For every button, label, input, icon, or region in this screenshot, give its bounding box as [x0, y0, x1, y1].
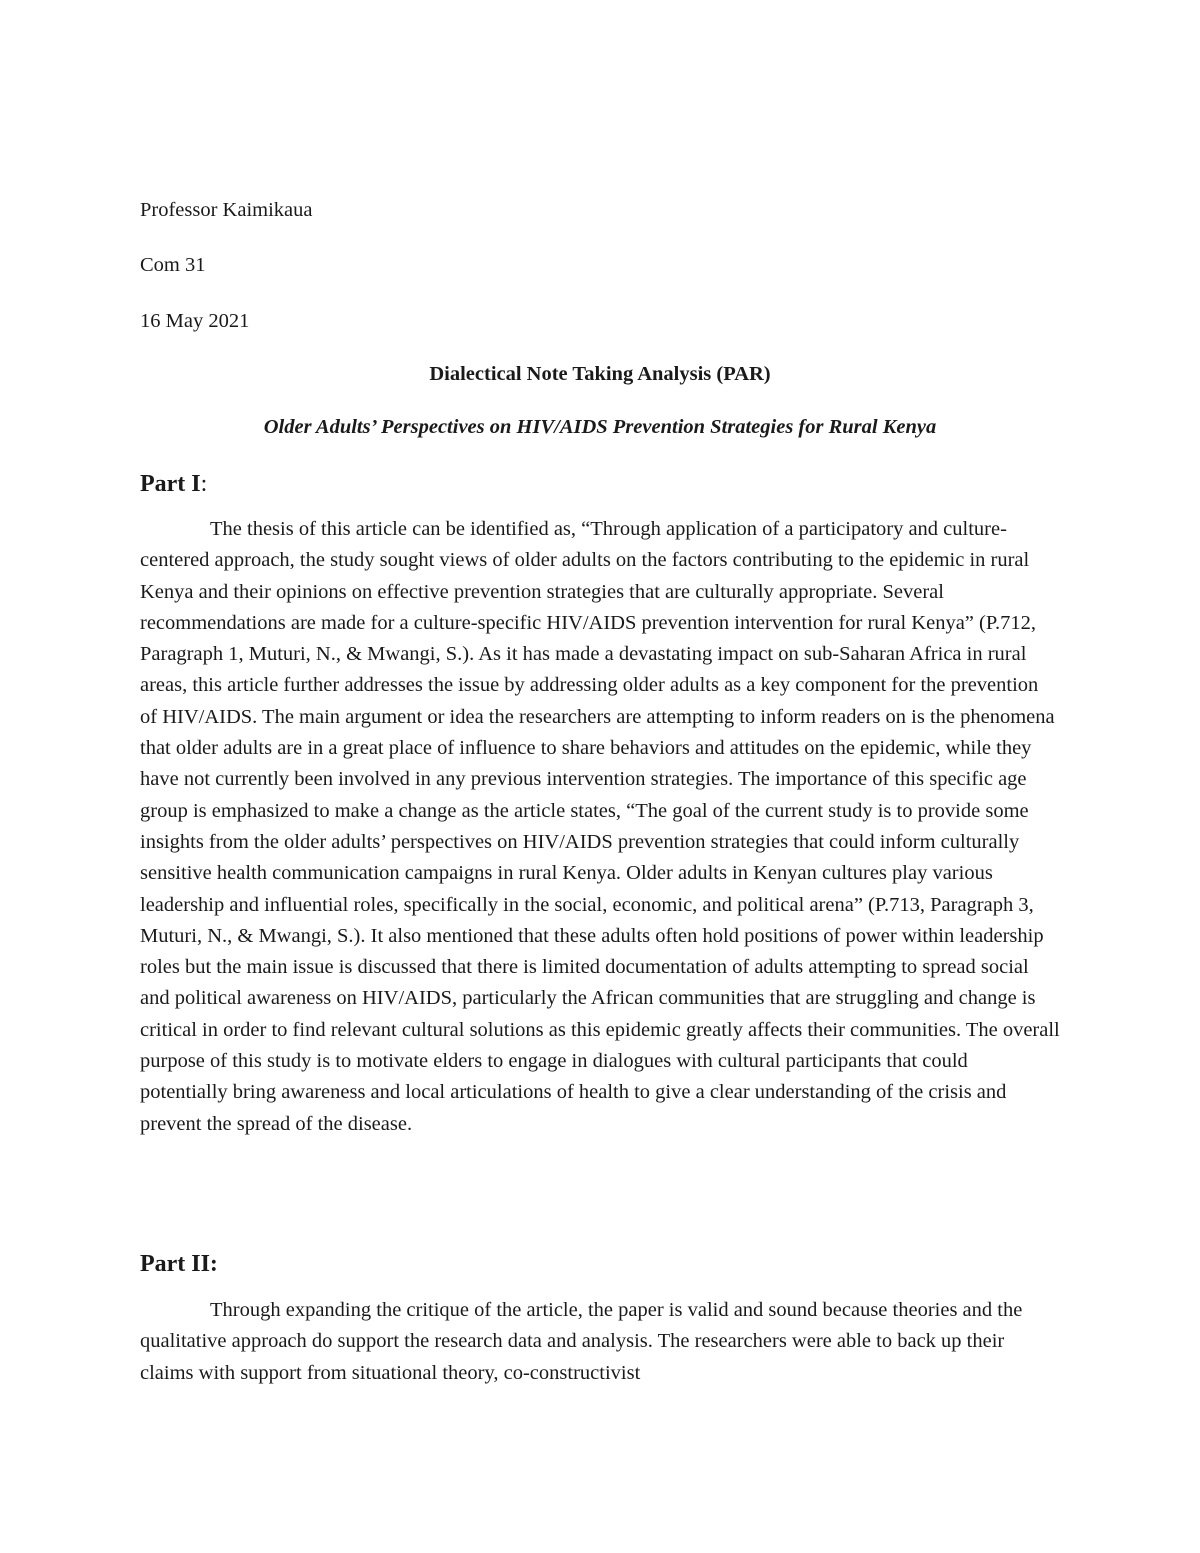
part-1-heading-colon: :	[200, 471, 208, 497]
document-title: Dialectical Note Taking Analysis (PAR)	[429, 363, 771, 385]
part-2-paragraph: Through expanding the critique of the article, the paper is valid and sound because theories and the qualitative approach do support the research data and analysis. The researchers were able to back up their claims with support from situational theory, co-constructivist	[140, 1299, 1023, 1384]
part-1-heading-text: Part I	[140, 471, 201, 497]
course-name: Com 31	[140, 254, 206, 276]
professor-name: Professor Kaimikaua	[140, 199, 313, 221]
part-1-paragraph: The thesis of this article can be identified as, “Through application of a participatory and culture-centered approach, the study sought views of older adults on the factors contributing to the epidemic in rural Kenya and their opinions on effective prevention strategies that are culturally appropriate. Several recommendations are made for a culture-specific HIV/AIDS prevention intervention for rural Kenya” (P.712, Paragraph 1, Muturi, N., & Mwangi, S.). As it has made a devastating impact on sub-Saharan Africa in rural areas, this article further addresses the issue by addressing older adults as a key component for the prevention of HIV/AIDS. The main argument or idea the researchers are attempting to inform readers on is the phenomena that older adults are in a great place of influence to share behaviors and attitudes on the epidemic, while they have not currently been involved in any previous intervention strategies. The importance of this specific age group is emphasized to make a change as the article states, “The goal of the current study is to provide some insights from the older adults’ perspectives on HIV/AIDS prevention strategies that could inform culturally sensitive health communication campaigns in rural Kenya. Older adults in Kenyan cultures play various leadership and influential roles, specifically in the social, economic, and political arena” (P.713, Paragraph 3, Muturi, N., & Mwangi, S.). It also mentioned that these adults often hold positions of power within leadership roles but the main issue is discussed that there is limited documentation of adults attempting to spread social and political awareness on HIV/AIDS, particularly the African communities that are struggling and change is critical in order to find relevant cultural solutions as this epidemic greatly affects their communities. The overall purpose of this study is to motivate elders to engage in dialogues with cultural participants that could potentially bring awareness and local articulations of health to give a clear understanding of the crisis and prevent the spread of the disease.	[140, 518, 1060, 1135]
document-date: 16 May 2021	[140, 310, 250, 332]
document-subtitle: Older Adults’ Perspectives on HIV/AIDS Prevention Strategies for Rural Kenya	[263, 416, 937, 438]
part-1-heading	[140, 472, 207, 496]
part-2-heading: Part II:	[140, 1251, 218, 1277]
